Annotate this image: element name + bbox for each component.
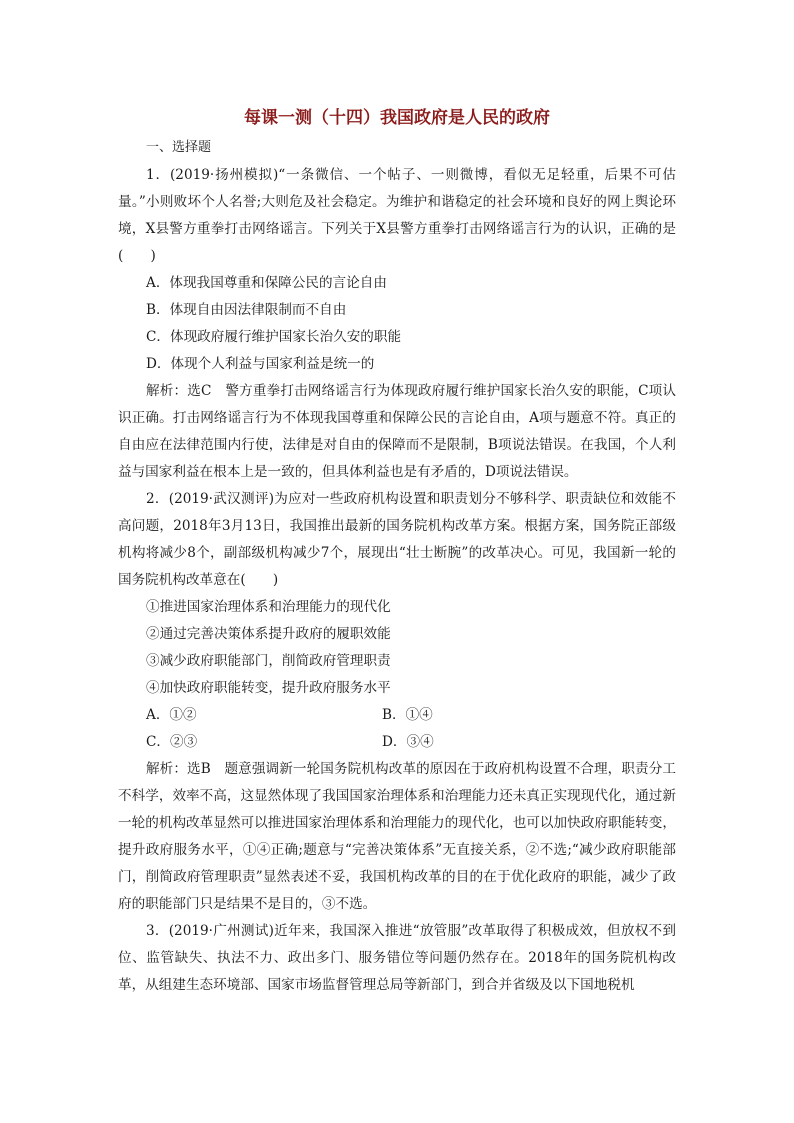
question-2-analysis: 解析：选B 题意强调新一轮国务院机构改革的原因在于政府机构设置不合理，职责分工不科学，效率不高，这显然体现了我国国家治理体系和治理能力还未真正实现现代化，通过新一轮的机构改革显然可以推进国家治理体系和治理能力的现代化，也可以加快政府职能转变，提升政府服务水平，①④正确;题意与“完善决策体系”无直接关系，②不选;“减少政府职能部门，削简政府管理职责”显然表述不妥，我国机构改革的目的在于优化政府的职能，减少了政府的职能部门只是结果不是目的，③不选。 [118,761,676,912]
question-2-item-3: ③减少政府职能部门，削简政府管理职责 [146,653,391,669]
question-2-options-row-2 [118,729,676,756]
question-2-option-a: A．①② [146,707,197,723]
question-2-option-d: D．③④ [382,734,434,750]
question-1-option-c: C．体现政府履行维护国家长治久安的职能 [146,329,402,345]
question-2-stem: 2．(2019·武汉测评)为应对一些政府机构设置和职责划分不够科学、职责缺位和效能不高问题，2018年3月13日，我国推出最新的国务院机构改革方案。根据方案，国务院正部级机构将减少8个，副部级机构减少7个，展现出“壮士断腕”的改革决心。可见，我国新一轮的国务院机构改革意在( ) [118,491,676,588]
question-3-stem: 3．(2019·广州测试)近年来，我国深入推进“放管服”改革取得了积极成效，但放权不到位、监管缺失、执法不力、政出多门、服务错位等问题仍然存在。2018年的国务院机构改革，从组建生态环境部、国家市场监督管理总局等新部门，到合并省级及以下国地税机 [118,923,676,993]
question-1-option-d: D．体现个人利益与国家利益是统一的 [146,356,375,372]
question-2-item-4: ④加快政府职能转变，提升政府服务水平 [146,680,391,696]
document-page [118,100,676,999]
page-title: 每课一测（十四）我国政府是人民的政府 [244,108,550,128]
question-2-item-2: ②通过完善决策体系提升政府的履职效能 [146,626,391,642]
section-heading: 一、选择题 [146,140,212,155]
question-2-item-1: ①推进国家治理体系和治理能力的现代化 [146,599,391,615]
question-1-analysis: 解析：选C 警方重拳打击网络谣言行为体现政府履行维护国家长治久安的职能，C项认识正确。打击网络谣言行为不体现我国尊重和保障公民的言论自由，A项与题意不符。真正的自由应在法律范围内行使，法律是对自由的保障而不是限制，B项说法错误。在我国，个人利益与国家利益在根本上是一致的，但具体利益也是有矛盾的，D项说法错误。 [118,383,676,480]
question-2-option-c: C．②③ [146,734,198,750]
question-2-options-row-1 [118,702,676,729]
question-1-option-a: A．体现我国尊重和保障公民的言论自由 [146,275,387,291]
question-1-stem: 1．(2019·扬州模拟)“一条微信、一个帖子、一则微博，看似无足轻重，后果不可估量。”小则败坏个人名誉;大则危及社会稳定。为维护和谐稳定的社会环境和良好的网上舆论环境，X县警方重拳打击网络谣言。下列关于X县警方重拳打击网络谣言行为的认识，正确的是( ) [118,167,676,264]
question-1-option-b: B．体现自由因法律限制而不自由 [146,302,347,318]
question-2-option-b: B．①④ [382,707,433,723]
